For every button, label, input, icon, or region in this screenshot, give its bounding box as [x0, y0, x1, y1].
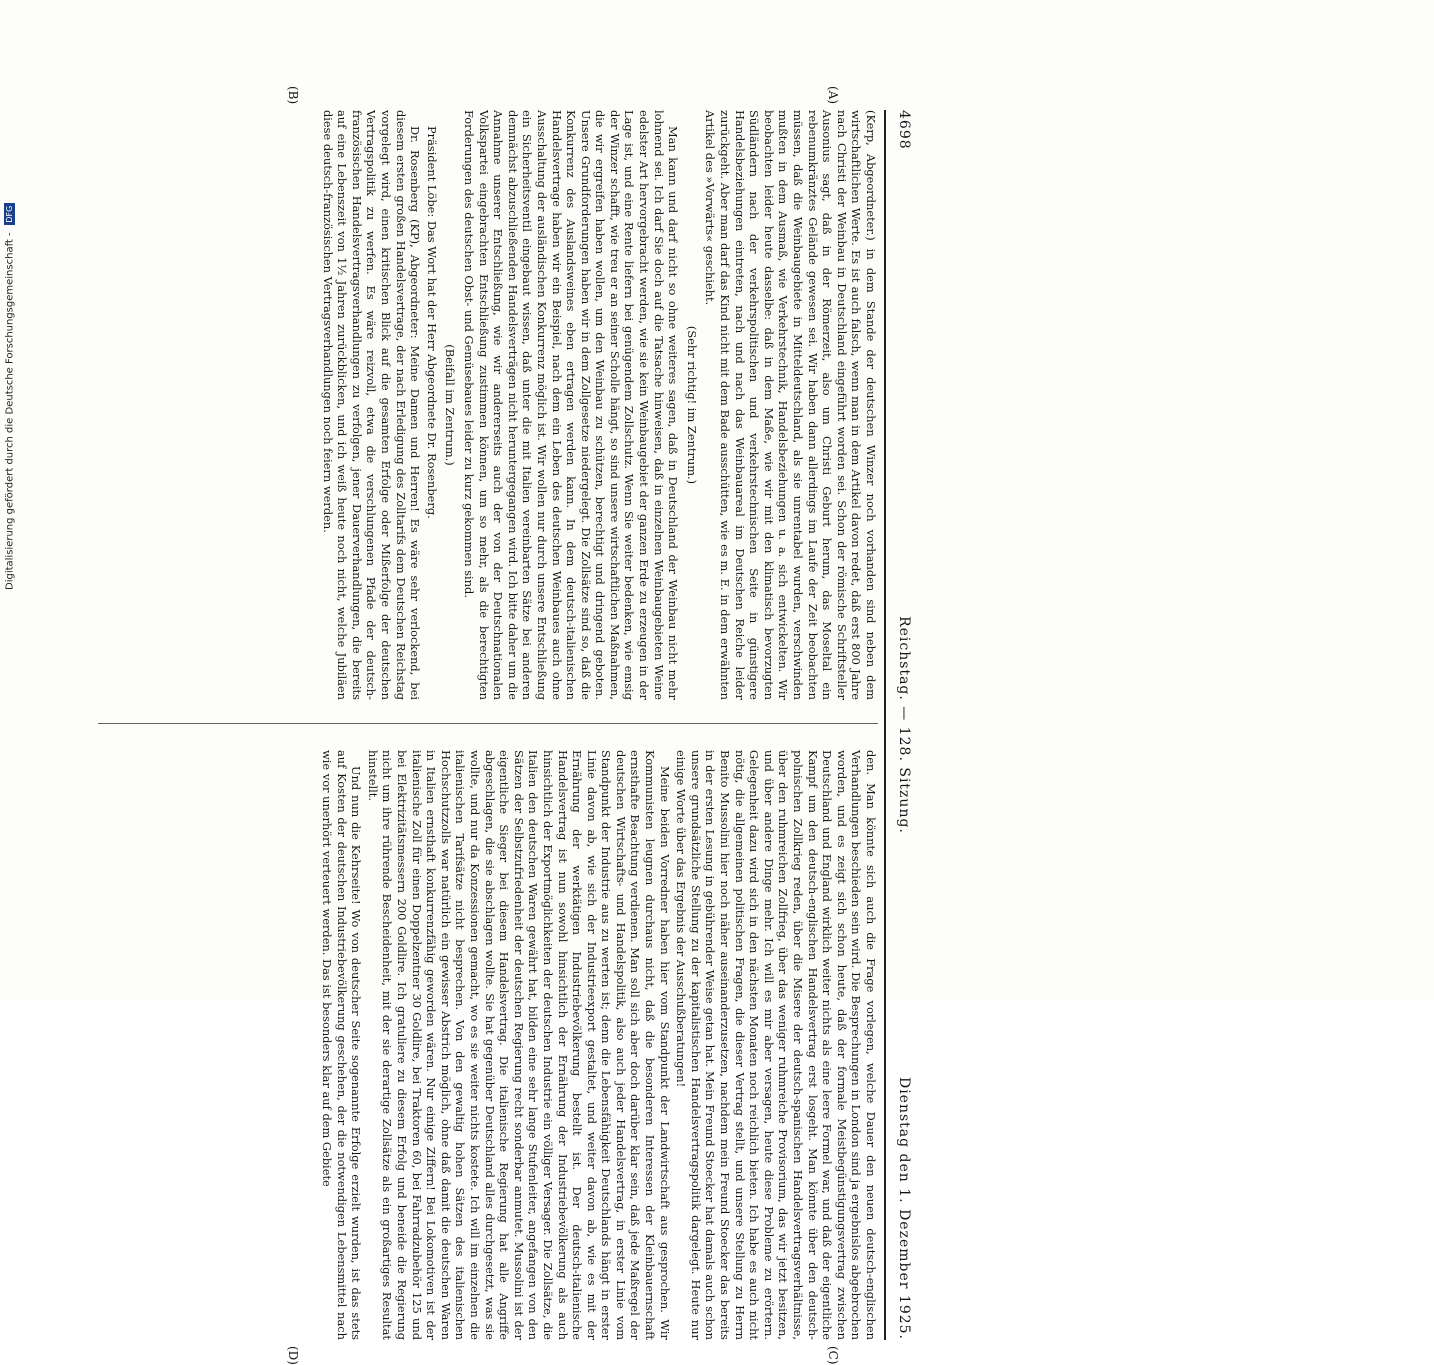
paragraph: Man kann und darf nicht so ohne weiteres sagen, daß in Deutschland der Weinbau nicht mehr lohnend sei. Ich darf Sie doch auf die Tatsache hinweisen, daß in einzelnen Weinbaugebieten Weine edelster Art hervorgebracht werden, wie sie kein Weinbaugebiet der ganzen Erde zu erzeugen in der Lage ist, und eine Rente liefern bei genügendem Zollschutz. Wenn Sie weiter bedenken, wie emsig der Winzer schafft, wie treu er an seiner Scholle hängt, so sind unsere wirtschaftlichen Maßnahmen, die wir ergreifen haben wollen, um den Weinbau zu schützen, berechtigt und dringend geboten. Unsere Grundforderungen haben wir in dem Zollgesetze niedergelegt. Die Zollsätze sind so, daß die Konkurrenz des Auslandsweines eben ertragen werden kann. In dem deutsch-italienischen Handelsvertrage haben wir ein Beispiel, nach dem ein Leben des deutschen Weinbaues auch ohne Ausschaltung der ausländischen Konkurrenz möglich ist. Wir wollen nur durch unsere Entschließung ein Sicherheitsventil eingebaut wissen, daß unter die mit Italien vereinbarten Sätze bei anderen demnächst abzuschließenden Handelsverträgen nicht heruntergegangen wird. Ich bitte daher um die Annahme unserer Entschließung, wie wir andererseits auch der von der Deutschnationalen Volkspartei eingebrachten Entschließung zustimmen können, um so mehr, als die berechtigten Forderungen des deutschen Obst- und Gemüsebaues leider zu kurz gekommen sind.: [461, 110, 681, 700]
interjection: (Sehr richtig! im Zentrum.): [684, 325, 699, 485]
paragraph: Und nun die Kehrseite! Wo von deutscher Seite sogenannte Erfolge erzielt wurden, ist das stets auf Kosten der deutschen Industriebevölkerung geschehen, der die notwendigen Lebensmittel nach wie vor unerhört verteuert werden. Das ist besonders klar auf dem Gebiete: [320, 750, 364, 1340]
paragraph: den. Man könnte sich auch die Frage vorlegen, welche Dauer den neuen deutsch-englischen Verhandlungen beschieden sein wird. Die Besprechungen in London sind ja ergebnislos abgebrochen worden, und es zeigt sich schon heute, daß der formale Meistbegünstigungsvertrag zwischen Deutschland und England wirklich weiter nichts als eine leere Formel war, und daß der eigentliche Kampf um den deutsch-englischen Handelsvertrag erst losgeht. Man könnte über den deutsch-polnischen Zollkrieg reden, über die Misere der deutsch-spanischen Handelsvertragsverhältnisse, über den ruhmreichen Zollfrieg, über das weniger ruhmreiche Provisorium, das wir jetzt besitzen, und über andere Dinge mehr. Ich will es mir aber versagen, heute diese Probleme zu erörtern. Gelegenheit dazu wird sich in den nächsten Monaten noch reichlich bieten. Ich habe es auch nicht nötig, die allgemeinen politischen Fragen, die dieser Vertrag stellt, und unsere Stellung zu Herrn Benito Mussolini hier noch näher auseinanderzusetzen, nachdem mein Freund Stoecker das bereits in der ersten Lesung in gebührender Weise getan hat. Mein Freund Stoecker hat damals auch schon unsere grundsätzliche Stellung zu der kapitalistischen Handelsvertragspolitik dargelegt. Heute nur einige Worte über das Ergebnis der Ausschußberatungen!: [674, 750, 878, 1340]
header-rule: [884, 110, 886, 1340]
paragraph: Meine beiden Vorredner haben hier vom Standpunkt der Landwirtschaft aus gesprochen. Wir Kommunisten leugnen durchaus nicht, daß die besonderen Interessen der Kleinbauernschaft ernsthafte Beachtung verdienen. Man soll sich aber doch darüber klar sein, daß jede Maßregel der deutschen Wirtschafts- und Handelspolitik, also auch jeder Handelsvertrag, in erster Linie vom Standpunkt der Industrie aus zu werten ist; denn die Lebensfähigkeit Deutschlands hängt in erster Linie davon ab, wie sich der Industrieexport gestaltet, und weiter davon ab, wie es mit der Ernährung der werktätigen Industriebevölkerung bestellt ist. Der deutsch-italienische Handelsvertrag ist nun sowohl hinsichtlich der Ernährung der Industriebevölkerung als auch hinsichtlich der Exportmöglichkeiten der deutschen Industrie ein völliger Versager. Die Zollsätze, die Italien den deutschen Waren gewährt hat, bilden eine sehr lange Stufenleiter, angefangen von den Sätzen der Selbstzufriedenheit der deutschen Regierung recht sonderbar anmutet. Mussolini ist der eigentliche Sieger bei diesem Handelsvertrag. Die italienische Regierung hat alle Angriffe abgeschlagen, die sie abschlagen wollte. Sie hat gegenüber Deutschland alles durchgesetzt, was sie wollte, und nur da Konzessionen gemacht, wo es sie weiter nichts kostete. Ich will im einzelnen die italienischen Tarifsätze nicht besprechen. Von den gewaltig hohen Sätzen des italienischen Hochschutzzolls war natürlich ein gewisser Abstrich möglich, ohne daß damit die deutschen Waren in Italien ernsthaft konkurrenzfähig geworden wären. Nur einige Ziffern! Bei Lokomotiven ist der italienische Zoll für einen Doppelzentner 30 Goldlire, bei Traktoren 60, bei Fahrradzubehör 125 und bei Elektrizitätsmessern 200 Goldlire. Ich gratuliere zu diesem Erfolg und beneide die Regierung nicht um ihre rührende Bescheidenheit, mit der sie derartige Zollsätze als ein großartiges Resultat hinstellt.: [365, 750, 672, 1340]
margin-marker-b: (B): [286, 86, 300, 105]
digitization-credit: [4, 190, 18, 590]
margin-marker-d: (D): [286, 1346, 300, 1365]
dfg-logo: DFG: [4, 203, 15, 225]
speaker-announcement: Präsident Löbe: Das Wort hat der Herr Abgeordnete Dr. Rosenberg.: [424, 126, 439, 519]
header-title: Reichstag. — 128. Sitzung.: [896, 616, 912, 834]
left-column: [98, 110, 878, 700]
running-header: [888, 110, 912, 1340]
header-date: Dienstag den 1. Dezember 1925.: [896, 1076, 912, 1340]
paragraph: (Kerp, Abgeordneter.) in dem Stande der deutschen Winzer noch vorhanden sind neben dem wirtschaftlichen Werte. Es ist auch falsch, wenn man in dem Artikel davon redet, daß erst 800 Jahre nach Christi der Weinbau in Deutschland eingeführt worden sei. Schon der römische Schriftsteller Ausonius sagt, daß in der Römerzeit, also um Christi Geburt herum, das Moseltal ein rebenumkränztes Gelände gewesen sei. Wir haben dann allerdings im Laufe der Zeit beobachten müssen, daß die Weinbaugebiete in Mitteldeutschland, als sie unrentabel wurden, verschwinden mußten in dem Ausmaß, wie Verkehrstechnik, Handelsbeziehungen u. a. sich entwickelten. Wir beobachten leider heute dasselbe: daß in dem Maße, wie wir mit den klimatisch bevorzugten Südländern nach der verkehrspolitischen und verkehrstechnischen Seite in günstigere Handelsbeziehungen eintreten, nach und nach das Weinbauareal im Deutschen Reiche leider zurückgeht. Aber man darf das Kind nicht mit dem Bade ausschütten, wie es m. E. in dem erwähnten Artikel des »Vorwärts« geschieht.: [703, 110, 878, 700]
credit-text: Digitalisierung gefördert durch die Deutsche Forschungsgemeinschaft -: [4, 232, 16, 590]
margin-marker-a: (A): [826, 86, 840, 105]
right-column: [98, 750, 878, 1340]
page-number: 4698: [896, 110, 912, 150]
paragraph: Dr. Rosenberg (KP), Abgeordneter: Meine Damen und Herren! Es wäre sehr verlockend, bei diesem ersten großen Handelsvertrage, der nach Erledigung des Zolltarifs dem Deutschen Reichstag vorgelegt wird, einen kritischen Blick auf die gesamten Erfolge oder Mißerfolge der deutschen Vertragspolitik zu werfen. Es wäre reizvoll, etwa die verschlungenen Pfade der deutsch-französischen Handelsvertragsverhandlungen zu verfolgen, jener Dauerverhandlungen, die bereits auf eine Lebenszeit von 1½ Jahren zurückblicken, und ich weiß heute noch nicht, welche Jubiläen diese deutsch-französischen Vertragsverhandlungen noch feiern werden.: [320, 110, 423, 700]
margin-marker-c: (C): [826, 1346, 840, 1365]
column-divider: [98, 723, 878, 724]
interjection: (Beifall im Zentrum.): [443, 344, 458, 466]
